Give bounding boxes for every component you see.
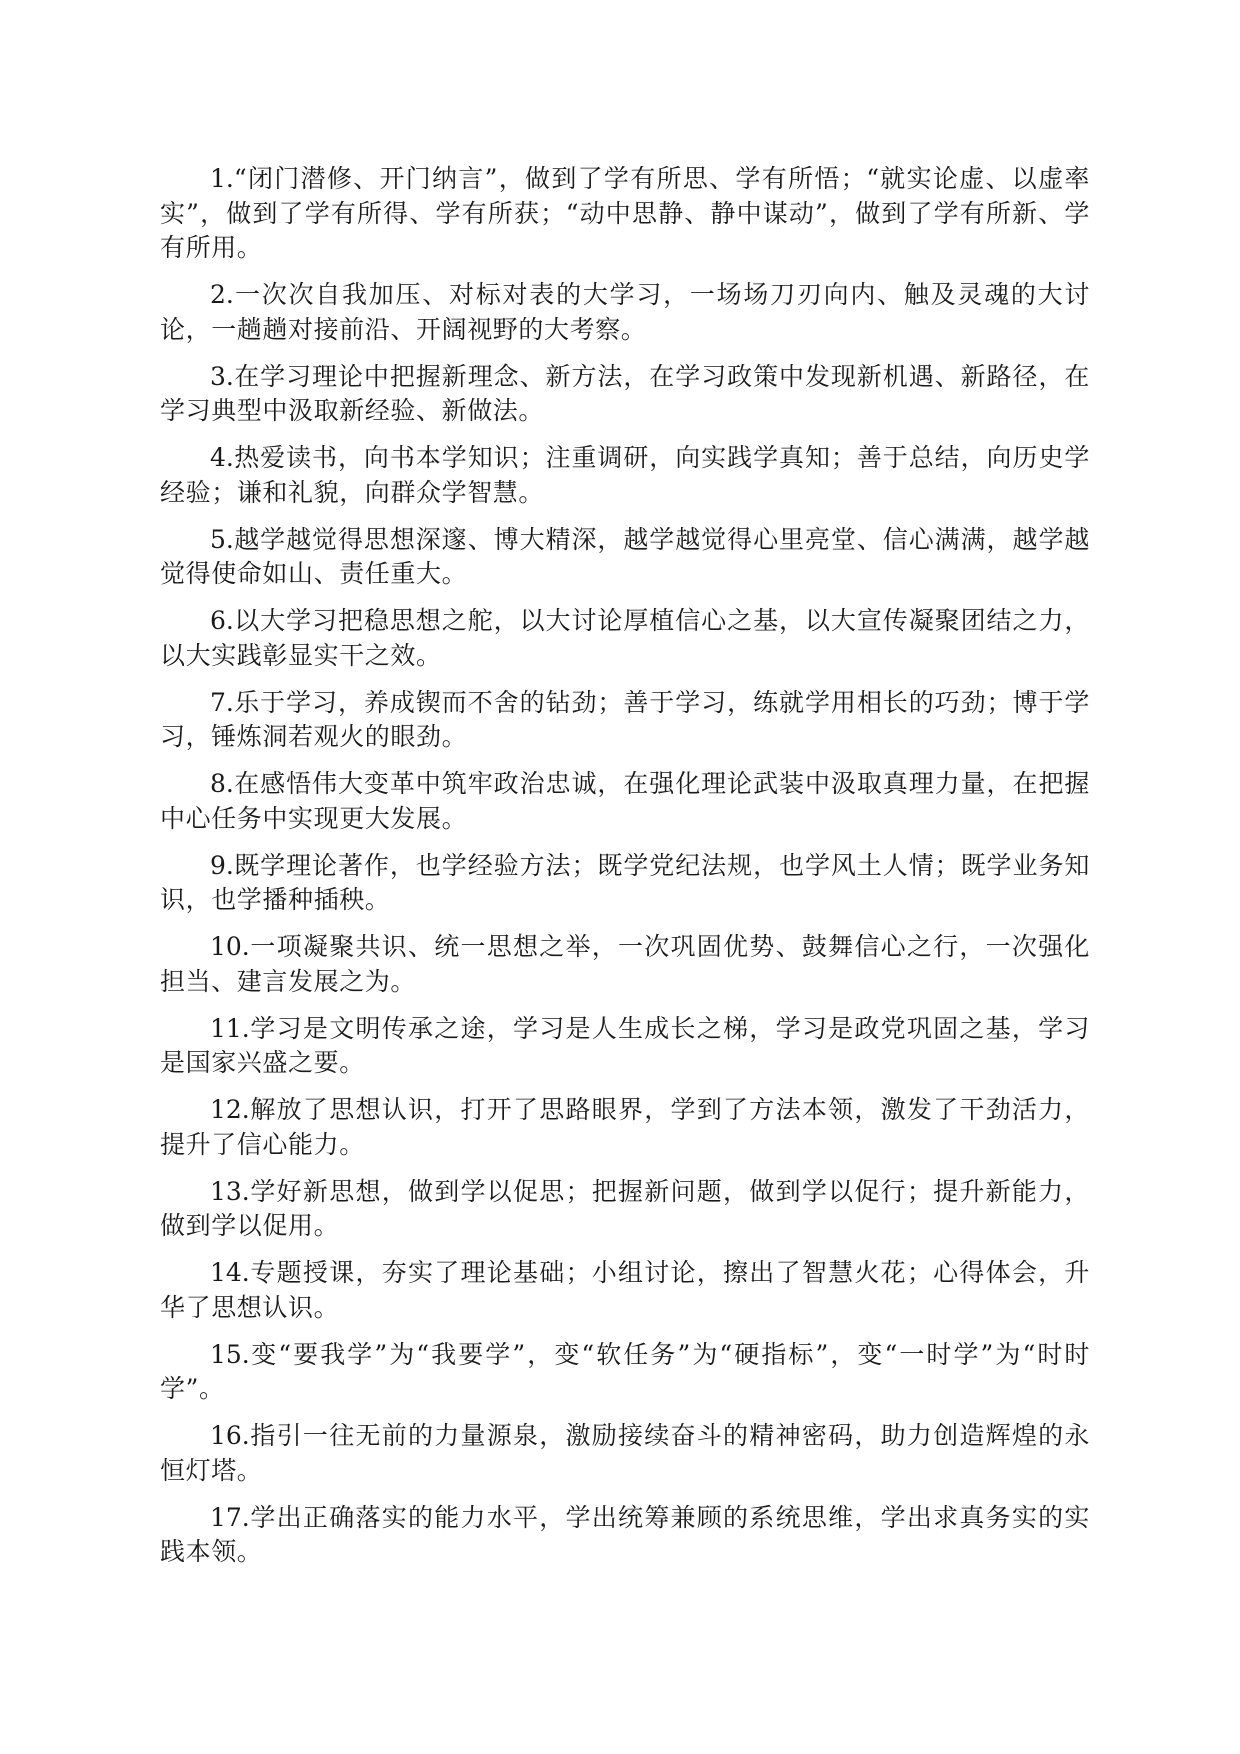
item-text: “闭门潜修、开门纳言”，做到了学有所思、学有所悟；“就实论虚、以虚率实”，做到了学有所得、学有所获；“动中思静、静中谋动”，做到了学有所新、学有所用。	[160, 164, 1090, 262]
list-item-11	[160, 1012, 1090, 1081]
list-item-17	[160, 1501, 1090, 1570]
list-item-15	[160, 1338, 1090, 1407]
item-text: 热爱读书，向书本学知识；注重调研，向实践学真知；善于总结，向历史学经验；谦和礼貌，向群众学智慧。	[160, 443, 1090, 507]
item-number: 14.	[210, 1258, 250, 1287]
item-number: 10.	[210, 932, 250, 961]
item-number: 1.	[210, 164, 234, 193]
item-text: 一次次自我加压、对标对表的大学习，一场场刀刃向内、触及灵魂的大讨论，一趟趟对接前沿、开阔视野的大考察。	[160, 280, 1090, 344]
list-item-7	[160, 686, 1090, 755]
item-text: 变“要我学”为“我要学”，变“软任务”为“硬指标”，变“一时学”为“时时学”。	[160, 1339, 1090, 1403]
item-number: 15.	[210, 1339, 250, 1369]
item-text: 越学越觉得思想深邃、博大精深，越学越觉得心里亮堂、信心满满，越学越觉得使命如山、责任重大。	[160, 524, 1090, 588]
item-text: 一项凝聚共识、统一思想之举，一次巩固优势、鼓舞信心之行，一次强化担当、建言发展之为。	[160, 932, 1090, 996]
list-item-13	[160, 1175, 1090, 1244]
list-item-16	[160, 1419, 1090, 1488]
item-text: 在感悟伟大变革中筑牢政治忠诚，在强化理论武装中汲取真理力量，在把握中心任务中实现更大发展。	[160, 769, 1090, 833]
list-item-8	[160, 767, 1090, 836]
item-number: 4.	[210, 443, 234, 472]
item-number: 11.	[210, 1013, 250, 1043]
item-number: 9.	[210, 850, 234, 880]
list-item-3	[160, 360, 1090, 429]
list-item-5	[160, 523, 1090, 592]
item-text: 指引一往无前的力量源泉，激励接续奋斗的精神密码，助力创造辉煌的永恒灯塔。	[160, 1421, 1090, 1485]
item-text: 乐于学习，养成锲而不舍的钻劲；善于学习，练就学用相长的巧劲；博于学习，锤炼洞若观火的眼劲。	[160, 687, 1090, 751]
item-number: 13.	[210, 1176, 250, 1206]
item-number: 12.	[210, 1095, 250, 1124]
item-number: 5.	[210, 524, 234, 554]
item-number: 17.	[210, 1502, 250, 1532]
item-text: 既学理论著作，也学经验方法；既学党纪法规，也学风土人情；既学业务知识，也学播种插秧。	[160, 850, 1090, 914]
item-text: 在学习理论中把握新理念、新方法，在学习政策中发现新机遇、新路径，在学习典型中汲取新经验、新做法。	[160, 361, 1090, 425]
item-number: 2.	[210, 280, 234, 309]
document-body	[160, 162, 1090, 1582]
list-item-1	[160, 162, 1090, 266]
item-text: 解放了思想认识，打开了思路眼界，学到了方法本领，激发了干劲活力，提升了信心能力。	[160, 1095, 1090, 1159]
item-text: 学习是文明传承之途，学习是人生成长之梯，学习是政党巩固之基，学习是国家兴盛之要。	[160, 1013, 1090, 1077]
list-item-2	[160, 278, 1090, 347]
list-item-12	[160, 1093, 1090, 1162]
item-text: 以大学习把稳思想之舵，以大讨论厚植信心之基，以大宣传凝聚团结之力，以大实践彰显实干之效。	[160, 606, 1090, 670]
item-text: 学出正确落实的能力水平，学出统筹兼顾的系统思维，学出求真务实的实践本领。	[160, 1502, 1090, 1566]
list-item-9	[160, 849, 1090, 918]
item-text: 学好新思想，做到学以促思；把握新问题，做到学以促行；提升新能力，做到学以促用。	[160, 1176, 1090, 1240]
item-text: 专题授课，夯实了理论基础；小组讨论，擦出了智慧火花；心得体会，升华了思想认识。	[160, 1258, 1090, 1322]
item-number: 16.	[210, 1421, 250, 1450]
list-item-14	[160, 1256, 1090, 1325]
item-number: 8.	[210, 769, 234, 798]
list-item-4	[160, 441, 1090, 510]
item-number: 6.	[210, 606, 234, 635]
item-number: 3.	[210, 361, 234, 391]
item-number: 7.	[210, 687, 234, 717]
list-item-10	[160, 930, 1090, 999]
list-item-6	[160, 604, 1090, 673]
